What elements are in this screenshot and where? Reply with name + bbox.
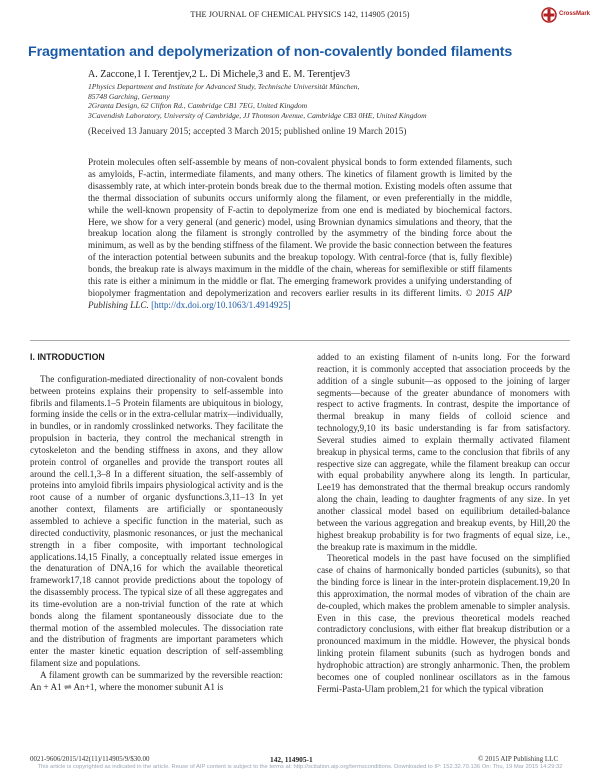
crossmark-label: CrossMark	[559, 11, 591, 17]
right-column	[317, 352, 570, 695]
crossmark-logo[interactable]	[541, 6, 589, 28]
crossmark-icon	[541, 6, 557, 26]
affiliation-line: 3Cavendish Laboratory, University of Cambridge, JJ Thomson Avenue, Cambridge CB3 0HE, United Kingdom	[88, 110, 427, 120]
paragraph: A filament growth can be summarized by the reversible reaction: An + A1 ⇌ An+1, where the monomer subunit A1 is	[30, 669, 283, 692]
abstract-copyright: © 2015 AIP Publishing LLC.	[88, 287, 512, 310]
paragraph: Theoretical models in the past have focused on the simplified case of chains of harmonically bonded particles (subunits), so that the binding force is linear in the inter-protein displacement.19,20 In this approximation, the normal modes of vibration of the chain are de-coupled, which makes the problem amenable to simpler analysis. Even in this case, the previous theoretical models reached contradictory conclusions, with either flat breakup distribution or a pronounced maximum in the middle. However, the physical bonds linking protein filament subunits (such as hydrogen bonds and hydrophobic attraction) are strongly anharmonic. Then, the problem becomes one of coupled nonlinear oscillators as in the famous Fermi-Pasta-Ulam problem,21 for which the typical vibration	[317, 553, 570, 694]
abstract-text: Protein molecules often self-assemble by means of non-covalent physical bonds to form extended filaments, such as amyloids, F-actin, intermediate filaments, and many others. The kinetics of filament growth is limited by the disassembly rate, at which inter-protein bonds break due to the thermal motion. Existing models often assume that the thermal dissociation of subunits occurs uniformly along the filament, or even preferentially in the middle, while the well-known propensity of F-actin to depolymerize from one end is mediated by biochemical factors. Here, we show for a very general (and generic) model, using Brownian dynamics simulations and theory, that the breakup location along the filament is strongly controlled by the asymmetry of the binding force about the minimum, as well as by the bending stiffness of the filament. We provide the basic connection between the features of the interaction potential between subunits and the breakup topology. With central-force (that is, fully flexible) bonds, the breakup rate is always maximum in the middle of the chain, whereas for semiflexible or stiff filaments this rate is either a minimum in the middle or flat. The emerging framework provides a unifying understanding of biopolymer fragmentation and depolymerization and recovers earlier results in its different limits.	[88, 157, 512, 298]
download-watermark: This article is copyrighted as indicated in the article. Reuse of AIP content is subject to the terms at: http://scitation.aip.org/termsconditions. Downloaded to IP: 152.32.70.136 On: Thu, 19 Mar 2015 14:29:32	[37, 764, 563, 770]
footer-left: 0021-9606/2015/142(11)/114905/9/$30.00	[30, 755, 150, 763]
left-column	[30, 352, 283, 694]
paragraph: added to an existing filament of n-units long. For the forward reaction, it is commonly accepted that association proceeds by the addition of a single subunit—as opposed to the joining of larger segments—because of the greater abundance of monomers with respect to active fragments. In contrast, despite the importance of thermal breakup in many fields of colloid science and technology,9,10 its basic understanding is far from satisfactory. Several studies aimed to explain thermally activated filament breakup in physical terms, came to the conclusion that fibrils of any respective size can aggregate, while the filament breakup can occur with equal probability anywhere along its length. In particular, Lee19 has demonstrated that the thermal breakup occurs randomly along the chain, leading to daughter fragments of any size. In yet another classical model based on equilibrium detailed-balance between the various aggregation and breakup events, by Hill,20 the highest breakup probability is for two fragments of equal size, i.e., the breakup rate is maximum in the middle.	[317, 352, 570, 552]
footer-right: © 2015 AIP Publishing LLC	[478, 755, 559, 763]
affiliations	[88, 82, 427, 120]
received-dates: (Received 13 January 2015; accepted 3 March 2015; published online 19 March 2015)	[88, 126, 407, 136]
affiliation-line: 85748 Garching, Germany	[88, 91, 170, 101]
affiliation-line: 2Granta Design, 62 Clifton Rd., Cambridge CB1 7EG, United Kingdom	[88, 101, 308, 111]
author-list: A. Zaccone,1 I. Terentjev,2 L. Di Michele,3 and E. M. Terentjev3	[88, 69, 350, 80]
paragraph: The configuration-mediated directionality of non-covalent bonds between proteins explains their propensity to self-assemble into fibrils and filaments.1–5 Protein filaments are ubiquitous in biology, forming inside the cells or in the extra-cellular matrix—individually, in bundles, or in randomly crosslinked networks. They facilitate the propulsion in bacteria, they control the mechanical strength in cytoskeleton and the bending stiffness in axons, and they allow protein control of organelles and provide the transport routes all around the cell.1,3–8 In a different situation, the self-assembly of proteins into amyloid fibrils impairs physiological activity and is the root cause of a number of organic dysfunctions.3,11–13 In yet another context, filaments are artificially or spontaneously assembled to achieve a specific function in the material, such as directed conductivity, plasmonic resonances, or just the mechanical strength in a fiber composite, with important technological applications.14,15 Finally, a conceptually related issue emerges in the denaturation of DNA,16 for which the available theoretical framework17,18 cannot provide predictions about the topology of the disassembly process. The typical size of all these aggregates and its time-evolution are a non-trivial function of the rate at which bonds along the filament spontaneously dissociate due to the thermal motion of the assembled molecules. The dissociation rate and the distribution of fragments are important parameters which enter the master kinetic equation description of self-assembling filament size and populations.	[30, 373, 283, 669]
affiliation-line: 1Physics Department and Institute for Advanced Study, Technische Universität München,	[88, 82, 360, 91]
section-heading: I. INTRODUCTION	[30, 352, 105, 362]
abstract	[88, 157, 512, 312]
doi-link[interactable]: [http://dx.doi.org/10.1063/1.4914925]	[151, 299, 291, 310]
section-divider	[30, 340, 570, 341]
footer-page-number: 142, 114905-1	[270, 755, 313, 764]
article-title: Fragmentation and depolymerization of non-covalently bonded filaments	[28, 44, 513, 60]
journal-header: THE JOURNAL OF CHEMICAL PHYSICS 142, 114905 (2015)	[190, 10, 410, 19]
